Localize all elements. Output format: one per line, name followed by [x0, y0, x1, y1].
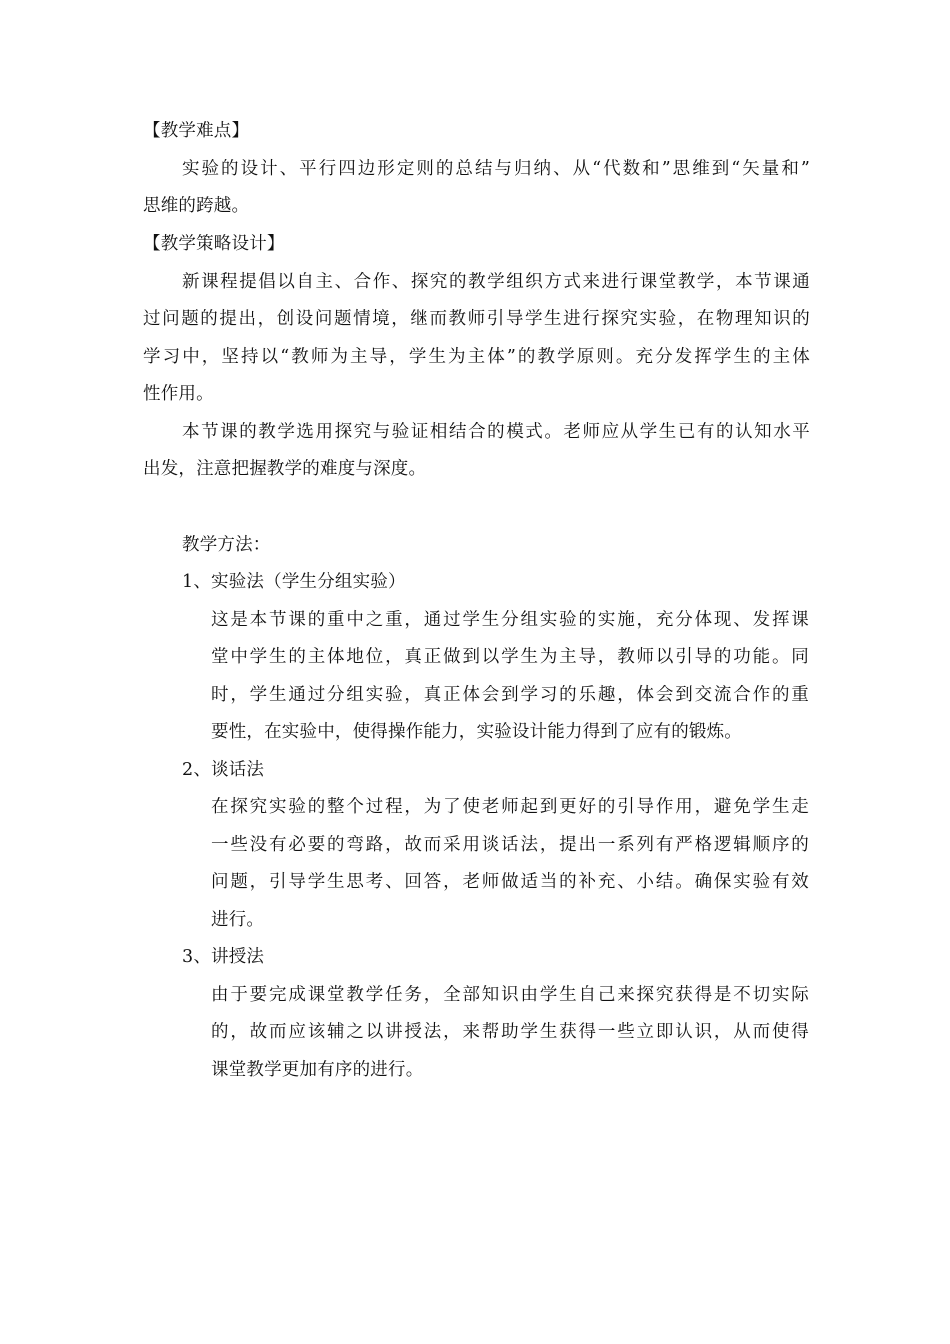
method-2-line-3: 问题，引导学生思考、回答，老师做适当的补充、小结。确保实验有效 [211, 872, 809, 892]
method-1-line-2: 堂中学生的主体地位，真正做到以学生为主导，教师以引导的功能。同 [211, 647, 809, 667]
method-2-title: 2、谈话法 [182, 760, 265, 780]
method-3-line-1: 由于要完成课堂教学任务，全部知识由学生自己来探究获得是不切实际 [211, 985, 809, 1005]
method-2-line-2: 一些没有必要的弯路，故而采用谈话法，提出一系列有严格逻辑顺序的 [211, 835, 809, 855]
difficulty-line-1: 实验的设计、平行四边形定则的总结与归纳、从“代数和”思维到“矢量和” [182, 159, 810, 179]
strategy-para1-line-1: 新课程提倡以自主、合作、探究的教学组织方式来进行课堂教学，本节课通 [182, 272, 810, 292]
section-heading-difficulty: 【教学难点】 [143, 121, 250, 141]
strategy-para1-line-4: 性作用。 [143, 384, 214, 404]
method-3-line-2: 的，故而应该辅之以讲授法，来帮助学生获得一些立即认识，从而使得 [211, 1022, 809, 1042]
method-2-line-1: 在探究实验的整个过程，为了使老师起到更好的引导作用，避免学生走 [211, 797, 809, 817]
method-1-line-4: 要性，在实验中，使得操作能力，实验设计能力得到了应有的锻炼。 [211, 722, 742, 742]
methods-intro: 教学方法： [182, 535, 271, 555]
method-3-title: 3、讲授法 [182, 947, 265, 967]
method-2-line-4: 进行。 [211, 910, 265, 930]
method-1-line-3: 时，学生通过分组实验，真正体会到学习的乐趣，体会到交流合作的重 [211, 685, 809, 705]
difficulty-line-2: 思维的跨越。 [143, 196, 250, 216]
strategy-para1-line-3: 学习中，坚持以“教师为主导，学生为主体”的教学原则。充分发挥学生的主体 [143, 347, 810, 367]
method-1-line-1: 这是本节课的重中之重，通过学生分组实验的实施，充分体现、发挥课 [211, 610, 809, 630]
method-3-line-3: 课堂教学更加有序的进行。 [211, 1060, 424, 1080]
strategy-para1-line-2: 过问题的提出，创设问题情境，继而教师引导学生进行探究实验，在物理知识的 [143, 309, 810, 329]
strategy-para2-line-1: 本节课的教学选用探究与验证相结合的模式。老师应从学生已有的认知水平 [182, 422, 810, 442]
section-heading-strategy: 【教学策略设计】 [143, 234, 285, 254]
method-1-title: 1、实验法（学生分组实验） [182, 572, 406, 592]
strategy-para2-line-2: 出发，注意把握教学的难度与深度。 [143, 459, 427, 479]
